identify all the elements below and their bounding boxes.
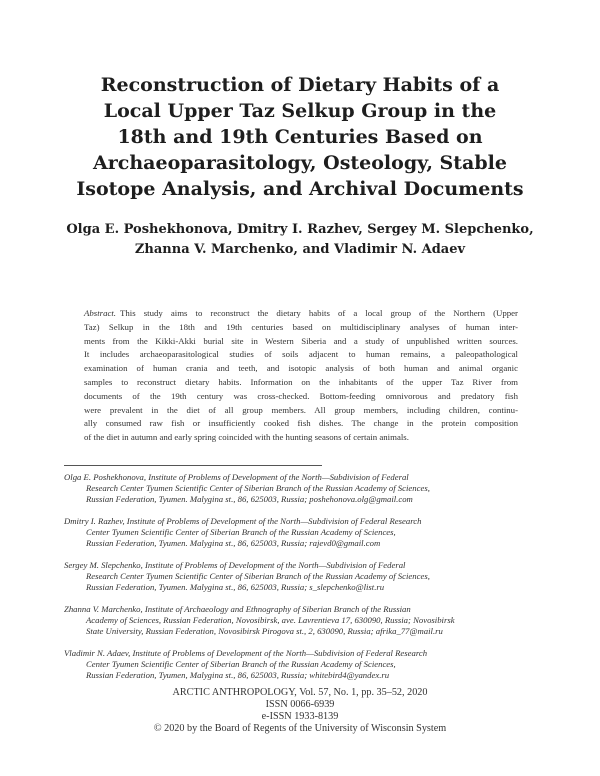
abstract	[84, 307, 518, 445]
author-list	[40, 220, 560, 260]
abstract-line: examination of human crania and teeth, and isotopic analysis of both human and animal organic	[84, 363, 518, 374]
author-line: Olga E. Poshekhonova, Dmitry I. Razhev, Sergey M. Slepchenko,	[66, 222, 534, 237]
footnote-divider	[64, 465, 322, 466]
abstract-line: Abstract. This study aims to reconstruct the dietary habits of a local group of the Northern (Upper	[84, 308, 518, 318]
abstract-line: of the diet in autumn and early spring coincided with the hunting seasons of certain animals.	[84, 432, 409, 443]
affiliation-poshekhonova: Olga E. Poshekhonova, Institute of Problems of Development of the North—Subdivision of Federal Research Center Tyumen Scientific Center of Siberian Branch of the Russian Academy of Sciences, Russian Federation, Tyumen. Malygina st., 86, 625003, Russia; poshehonova.olg@gmail.com	[64, 472, 430, 504]
abstract-line: ments from the Kikki-Akki burial site in Western Siberia and a study of unpublished written sources.	[84, 335, 518, 346]
title-line: Isotope Analysis, and Archival Documents	[76, 178, 524, 200]
abstract-line: were prevalent in the diet of all group members. All group members, including children, continu-	[84, 404, 518, 415]
abstract-line: ally consumed raw fish or insufficiently cooked fish dishes. The change in the protein composition	[84, 418, 518, 429]
affiliation-marchenko: Zhanna V. Marchenko, Institute of Archaeology and Ethnography of Siberian Branch of the Russian Academy of Sciences, Russian Federation, Novosibirsk, ave. Lavrentieva 17, 630090, Russia; Novosibirsk State University, Russian Federation, Novosibirsk Pirogova st., 2, 630090, Russia; afrika_77@mail.ru	[64, 604, 455, 636]
author-line: Zhanna V. Marchenko, and Vladimir N. Adaev	[134, 242, 466, 257]
affiliation-razhev: Dmitry I. Razhev, Institute of Problems of Development of the North—Subdivision of Federal Research Center Tyumen Scientific Center of Siberian Branch of the Russian Academy of Sciences, Russian Federation, Tyumen. Malygina st., 86, 625003, Russia; rajevd0@gmail.com	[64, 516, 422, 548]
author-affiliations	[64, 472, 554, 692]
abstract-line: documents of the 19th century was cross-checked. Bottom-feeding omnivorous and predatory fish	[84, 390, 518, 401]
abstract-line: samples to reconstruct dietary habits. Information on the inhabitants of the upper Taz River from	[84, 376, 518, 387]
journal-footer	[40, 687, 560, 735]
affiliation-adaev: Vladimir N. Adaev, Institute of Problems of Development of the North—Subdivision of Federal Research Center Tyumen Scientific Center of Siberian Branch of the Russian Academy of Sciences, Russian Federation, Tyumen, Malygina st., 86, 625003, Russia; whitebird4@yandex.ru	[64, 648, 428, 680]
title-line: Reconstruction of Dietary Habits of a	[100, 74, 500, 96]
article-title	[40, 72, 560, 202]
eissn: e-ISSN 1933-8139	[261, 711, 339, 722]
abstract-line: It includes archaeoparasitological studies of soils adjacent to human remains, a paleopathological	[84, 349, 518, 360]
title-line: Archaeoparasitology, Osteology, Stable	[93, 152, 507, 174]
journal-citation-line	[40, 687, 560, 723]
issn: ISSN 0066-6939	[265, 699, 335, 710]
abstract-line: Taz) Selkup in the 18th and 19th centuries based on multidisciplinary analyses of human inter-	[84, 321, 518, 332]
journal-citation: ARCTIC ANTHROPOLOGY, Vol. 57, No. 1, pp. 35–52, 2020	[172, 687, 428, 698]
copyright: © 2020 by the Board of Regents of the University of Wisconsin System	[153, 723, 447, 734]
title-line: 18th and 19th Centuries Based on	[117, 126, 483, 148]
title-line: Local Upper Taz Selkup Group in the	[103, 100, 497, 122]
affiliation-slepchenko: Sergey M. Slepchenko, Institute of Problems of Development of the North—Subdivision of Federal Research Center Tyumen Scientific Center of Siberian Branch of the Russian Academy of Sciences, Russian Federation, Tyumen. Malygina st., 86, 625003, Russia; s_slepchenko@list.ru	[64, 560, 430, 592]
abstract-label: Abstract.	[84, 308, 117, 318]
